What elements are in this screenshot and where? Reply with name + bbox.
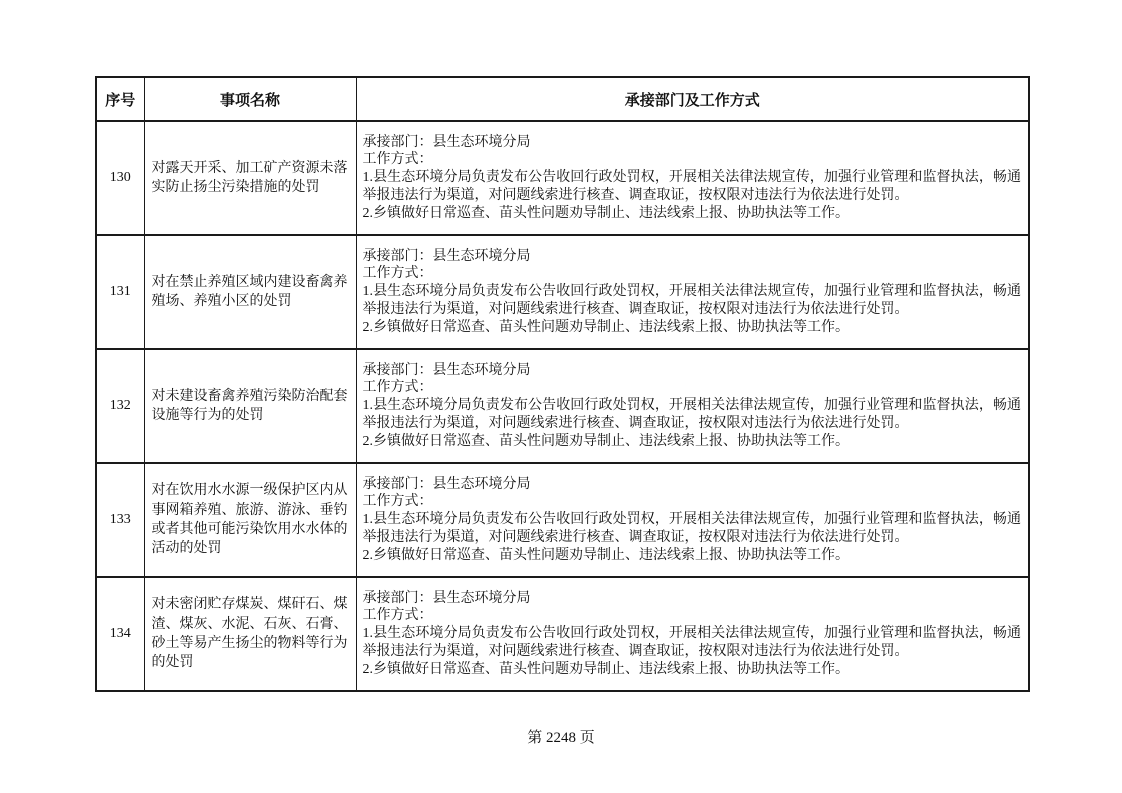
items-table	[95, 76, 1030, 692]
table-row	[96, 121, 1029, 235]
item-name-cell: 对在饮用水水源一级保护区内从事网箱养殖、旅游、游泳、垂钓或者其他可能污染饮用水水体的活动的处罚	[144, 463, 356, 577]
detail-step-2: 2.乡镇做好日常巡查、苗头性问题劝导制止、违法线索上报、协助执法等工作。	[362, 433, 849, 449]
detail-step-2: 2.乡镇做好日常巡查、苗头性问题劝导制止、违法线索上报、协助执法等工作。	[362, 547, 849, 563]
table-row	[96, 235, 1029, 349]
detail-cell	[356, 349, 1029, 463]
item-name-cell: 对在禁止养殖区域内建设畜禽养殖场、养殖小区的处罚	[144, 235, 356, 349]
detail-dept-line: 承接部门：县生态环境分局	[362, 134, 531, 150]
detail-step-2: 2.乡镇做好日常巡查、苗头性问题劝导制止、违法线索上报、协助执法等工作。	[362, 661, 849, 677]
detail-cell	[356, 121, 1029, 235]
header-dept: 承接部门及工作方式	[356, 77, 1029, 121]
detail-method-label: 工作方式：	[362, 152, 433, 168]
table-row	[96, 577, 1029, 691]
detail-method-label: 工作方式：	[362, 608, 433, 624]
table-row	[96, 463, 1029, 577]
detail-step-2: 2.乡镇做好日常巡查、苗头性问题劝导制止、违法线索上报、协助执法等工作。	[362, 205, 849, 221]
row-number-cell: 132	[96, 349, 144, 463]
detail-method-label: 工作方式：	[362, 266, 433, 282]
detail-dept-line: 承接部门：县生态环境分局	[362, 362, 531, 378]
detail-method-label: 工作方式：	[362, 380, 433, 396]
detail-step-2: 2.乡镇做好日常巡查、苗头性问题劝导制止、违法线索上报、协助执法等工作。	[362, 319, 849, 335]
table-header	[96, 77, 1029, 121]
detail-dept-line: 承接部门：县生态环境分局	[362, 590, 531, 606]
detail-step-1: 1.县生态环境分局负责发布公告收回行政处罚权，开展相关法律法规宣传，加强行业管理和监督执法，畅通举报违法行为渠道，对问题线索进行核查、调查取证，按权限对违法行为依法进行处罚。	[362, 512, 1021, 545]
row-number-cell: 130	[96, 121, 144, 235]
detail-dept-line: 承接部门：县生态环境分局	[362, 248, 531, 264]
page-number: 第 2248 页	[527, 730, 595, 746]
header-no: 序号	[96, 77, 144, 121]
detail-step-1: 1.县生态环境分局负责发布公告收回行政处罚权，开展相关法律法规宣传，加强行业管理和监督执法，畅通举报违法行为渠道，对问题线索进行核查、调查取证，按权限对违法行为依法进行处罚。	[362, 170, 1021, 203]
detail-method-label: 工作方式：	[362, 494, 433, 510]
item-name-cell: 对露天开采、加工矿产资源未落实防止扬尘污染措施的处罚	[144, 121, 356, 235]
detail-cell	[356, 463, 1029, 577]
detail-cell	[356, 577, 1029, 691]
detail-step-1: 1.县生态环境分局负责发布公告收回行政处罚权，开展相关法律法规宣传，加强行业管理和监督执法，畅通举报违法行为渠道，对问题线索进行核查、调查取证，按权限对违法行为依法进行处罚。	[362, 398, 1021, 431]
detail-step-1: 1.县生态环境分局负责发布公告收回行政处罚权，开展相关法律法规宣传，加强行业管理和监督执法，畅通举报违法行为渠道，对问题线索进行核查、调查取证，按权限对违法行为依法进行处罚。	[362, 626, 1021, 659]
detail-step-1: 1.县生态环境分局负责发布公告收回行政处罚权，开展相关法律法规宣传，加强行业管理和监督执法，畅通举报违法行为渠道，对问题线索进行核查、调查取证，按权限对违法行为依法进行处罚。	[362, 284, 1021, 317]
detail-cell	[356, 235, 1029, 349]
detail-dept-line: 承接部门：县生态环境分局	[362, 476, 531, 492]
row-number-cell: 131	[96, 235, 144, 349]
item-name-cell: 对未密闭贮存煤炭、煤矸石、煤渣、煤灰、水泥、石灰、石膏、砂土等易产生扬尘的物料等行为的处罚	[144, 577, 356, 691]
row-number-cell: 133	[96, 463, 144, 577]
item-name-cell: 对未建设畜禽养殖污染防治配套设施等行为的处罚	[144, 349, 356, 463]
header-name: 事项名称	[144, 77, 356, 121]
row-number-cell: 134	[96, 577, 144, 691]
header-row	[96, 77, 1029, 121]
table-row	[96, 349, 1029, 463]
